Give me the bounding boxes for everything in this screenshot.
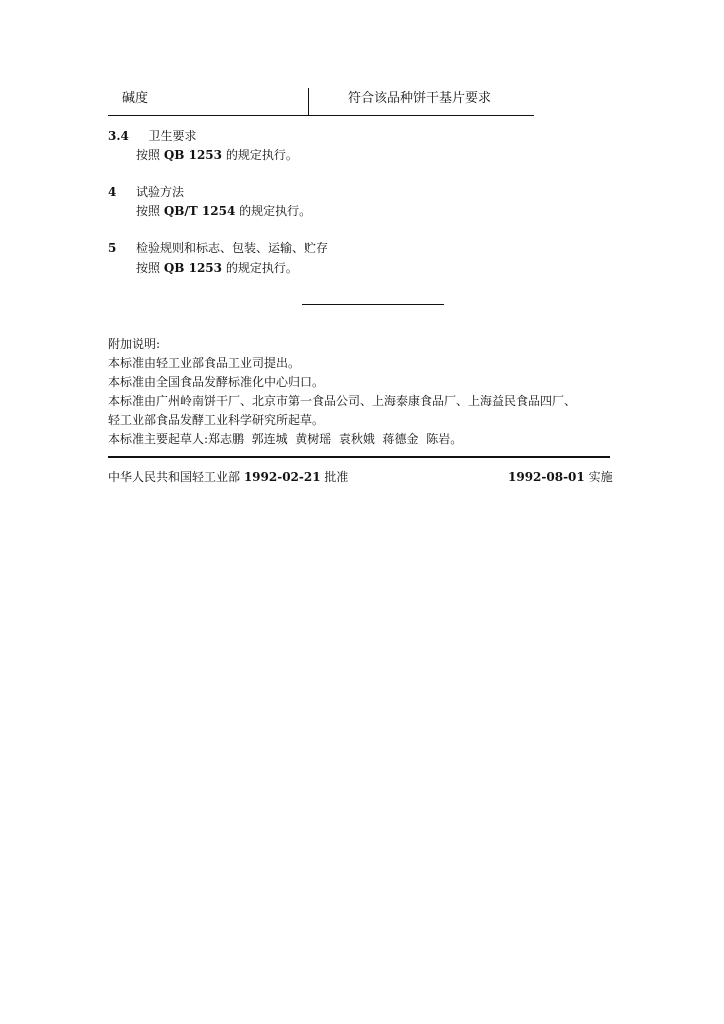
section-title: 试验方法 — [136, 185, 185, 199]
section-number: 4 — [108, 185, 117, 199]
notes-heading: 附加说明: — [108, 337, 161, 351]
section-number: 3.4 — [108, 129, 129, 143]
section-body-5: 按照 QB 1253 的规定执行。 — [136, 261, 298, 275]
approval-date: 1992-02-21 — [243, 470, 321, 484]
section-title: 卫生要求 — [148, 129, 197, 143]
section-number: 5 — [108, 241, 117, 255]
table-bottom-rule — [108, 115, 534, 116]
section-heading-4 — [108, 186, 184, 198]
standard-code: QB 1253 — [163, 261, 222, 275]
footer-rule — [108, 456, 610, 458]
section-heading-5 — [108, 242, 328, 254]
table-cell-requirement: 符合该品种饼干基片要求 — [348, 91, 492, 106]
table-column-divider — [308, 88, 309, 116]
notes-line: 本标准由广州岭南饼干厂、北京市第一食品公司、上海泰康食品厂、上海益民食品四厂、 — [108, 394, 577, 408]
section-body-4: 按照 QB/T 1254 的规定执行。 — [136, 204, 312, 218]
standard-code: QB 1253 — [163, 148, 222, 162]
notes-line: 本标准由全国食品发酵标准化中心归口。 — [108, 375, 325, 389]
section-heading-3-4 — [108, 130, 197, 142]
approval-statement: 中华人民共和国轻工业部 1992-02-21 批准 — [108, 470, 349, 484]
section-body-3-4: 按照 QB 1253 的规定执行。 — [136, 148, 298, 162]
implementation-date: 1992-08-01 — [508, 470, 585, 484]
table-cell-alkalinity: 碱度 — [122, 91, 149, 106]
notes-line: 本标准主要起草人:郑志鹏 郭连城 黄树瑶 袁秋娥 蒋德金 陈岩。 — [108, 432, 463, 446]
notes-line: 本标准由轻工业部食品工业司提出。 — [108, 356, 301, 370]
section-title: 检验规则和标志、包装、运输、贮存 — [136, 241, 329, 255]
notes-line: 轻工业部食品发酵工业科学研究所起草。 — [108, 413, 325, 427]
end-of-text-rule — [302, 304, 444, 305]
implementation-statement: 1992-08-01 实施 — [508, 470, 613, 484]
standard-code: QB/T 1254 — [163, 204, 236, 218]
